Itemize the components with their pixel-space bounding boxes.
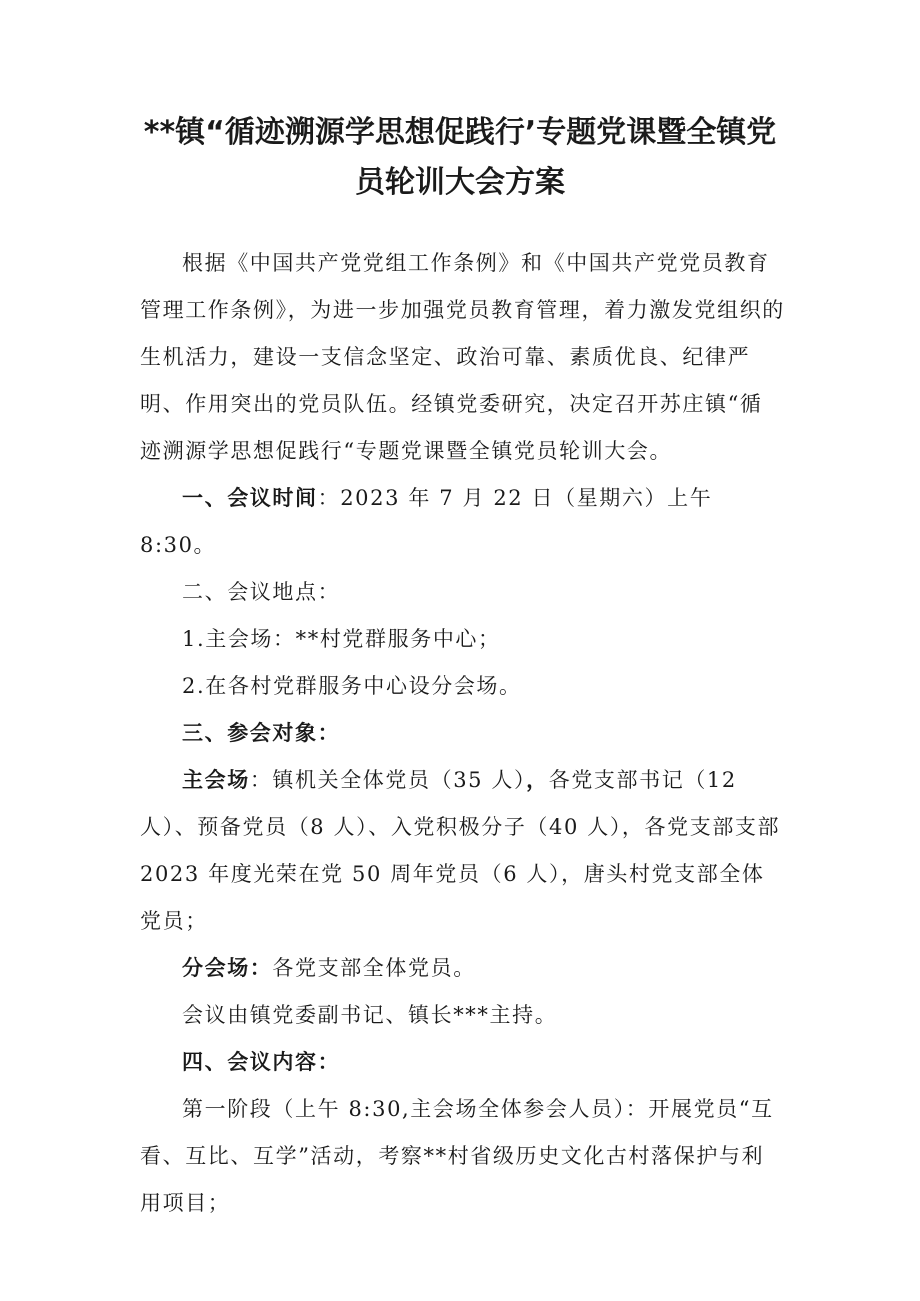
main-venue-attendee-list: 各党支部书记（12 人）、预备党员（8 人）、入党积极分子（40 人），各党支部支部 2023 年度光荣在党 50 周年党员（6 人），唐头村党支部全体党员； bbox=[140, 768, 781, 933]
intro-paragraph: 根据《中国共产党党组工作条例》和《中国共产党党员教育管理工作条例》，为进一步加强党员教育管理，着力激发党组织的生机活力，建设一支信念坚定、政治可靠、素质优良、纪律严明、作用突出的党员队伍。经镇党委研究，决定召开苏庄镇“循迹溯源学思想促践行“专题党课暨全镇党员轮训大会。 bbox=[140, 251, 785, 463]
branch-venue-place: 2.在各村党群服务中心设分会场。 bbox=[182, 674, 522, 698]
attendees-heading: 三、参会对象： bbox=[182, 721, 341, 745]
main-venue-colon-text: ：镇机关全体党员（35 人） bbox=[249, 768, 527, 792]
document-body bbox=[140, 240, 785, 1227]
main-venue-label: 主会场 bbox=[182, 768, 250, 792]
meeting-host: 会议由镇党委副书记、镇长***主持。 bbox=[182, 1003, 558, 1027]
meeting-time-heading: 一、会议时间 bbox=[182, 486, 318, 510]
meeting-content-heading: 四、会议内容： bbox=[182, 1050, 341, 1074]
meeting-place-heading: 二、会议地点： bbox=[182, 580, 341, 604]
meeting-time-text: ：2023 年 7 月 22 日（星期六）上午 8:30。 bbox=[140, 486, 713, 557]
branch-venue-attendees bbox=[140, 945, 785, 992]
stage-one-paragraph: 第一阶段（上午 8:30,主会场全体参会人员）：开展党员“互看、互比、互学”活动，考察**村省级历史文化古村落保护与利用项目； bbox=[140, 1097, 774, 1215]
meeting-time-paragraph bbox=[140, 475, 785, 569]
main-venue-place: 1.主会场：**村党群服务中心； bbox=[182, 627, 501, 651]
branch-venue-text: 各党支部全体党员。 bbox=[272, 956, 476, 980]
main-venue-comma: ， bbox=[526, 768, 549, 792]
branch-venue-label: 分会场： bbox=[182, 956, 273, 980]
document-title: **镇“循迹溯源学思想促践行’专题党课暨全镇党员轮训大会方案 bbox=[143, 115, 777, 200]
main-venue-attendees bbox=[140, 757, 785, 945]
